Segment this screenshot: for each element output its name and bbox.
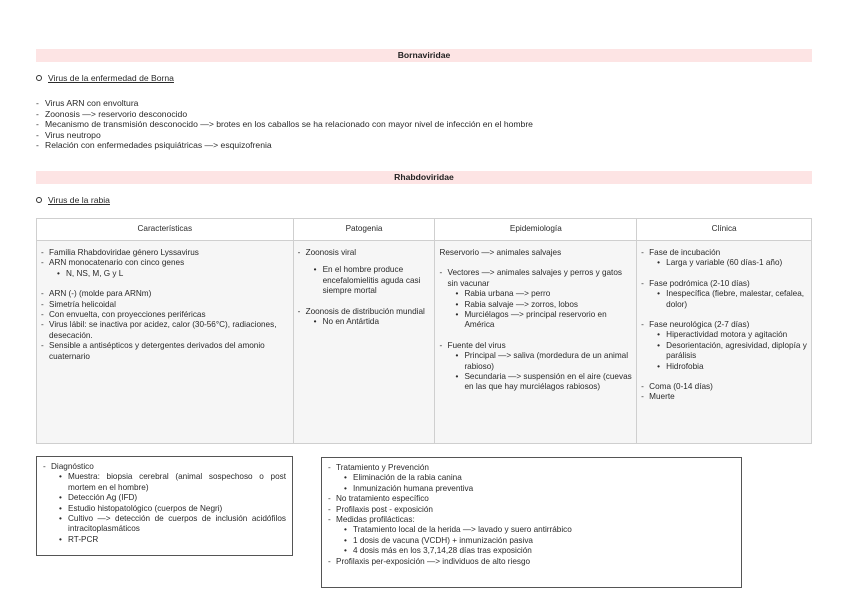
list-item: - ARN (-) (molde para ARNm)	[41, 289, 289, 299]
reservorio-text: Reservorio —> animales salvajes	[439, 248, 562, 257]
caracteristicas-cell	[37, 241, 294, 444]
sub-list-item: • Hiperactividad motora y agitación	[657, 330, 807, 340]
list-item-text: ARN monocatenario con cinco genes	[49, 258, 185, 268]
list-item: - Muerte	[641, 392, 807, 402]
column-header-clinica: Clínica	[637, 219, 812, 241]
list-item	[439, 268, 632, 330]
list-item-text: Zoonosis viral	[305, 248, 357, 257]
circle-bullet-icon	[36, 75, 42, 81]
list-item	[298, 248, 431, 297]
sub-list-item: • Murciélagos —> principal reservorio en América	[455, 310, 632, 331]
list-item: - Zoonosis —> reservorio desconocido	[36, 109, 533, 120]
bornaviridae-header: Bornaviridae	[36, 49, 812, 62]
list-item-text: Zoonosis de distribución mundial	[305, 306, 425, 316]
list-item: - Simetría helicoidal	[41, 300, 289, 310]
sub-list-item: • No en Antártida	[314, 317, 431, 327]
sub-list-item: • Cultivo —> detección de cuerpos de inclusión acidófilos intracitoplasmáticos	[59, 514, 286, 535]
list-item-text: Fase de incubación	[649, 248, 721, 257]
list-item: - Familia Rhabdoviridae género Lyssavirus	[41, 248, 289, 258]
list-item	[43, 462, 286, 545]
list-item	[298, 307, 431, 328]
column-header-patogenia: Patogenia	[293, 219, 435, 241]
list-item: - Mecanismo de transmisión desconocido —> brotes en los caballos se ha relacionado con mayor nivel de infección en el hombre	[36, 119, 533, 130]
list-item	[328, 515, 735, 557]
list-item: - Con envuelta, con proyecciones periféricas	[41, 310, 289, 320]
borna-facts-list	[36, 98, 533, 151]
list-item-text: Fase podrómica (2-10 días)	[649, 278, 750, 288]
list-item-text: Fase neurológica (2-7 días)	[649, 320, 750, 330]
list-item: - Virus ARN con envoltura	[36, 98, 533, 109]
sub-list-item: • N, NS, M, G y L	[57, 269, 289, 279]
list-item	[641, 279, 807, 310]
sub-list-item: • Muestra: biopsia cerebral (animal sospechoso o post mortem en el hombre)	[59, 472, 286, 493]
list-item: - Virus neutropo	[36, 130, 533, 141]
list-item: - No tratamiento específico	[328, 494, 735, 504]
list-item-text: Vectores —> animales salvajes y perros y gatos sin vacunar	[447, 268, 622, 288]
borna-virus-subheading	[36, 73, 174, 84]
sub-list-item: • 1 dosis de vacuna (VCDH) + inmunización pasiva	[344, 536, 735, 546]
circle-bullet-icon	[36, 197, 42, 203]
sub-list-item: • Tratamiento local de la herida —> lavado y suero antirrábico	[344, 525, 735, 535]
diagnostico-title: Diagnóstico	[51, 462, 94, 471]
list-item	[641, 320, 807, 372]
sub-list-item: • Eliminación de la rabia canina	[344, 473, 735, 483]
rhabdoviridae-header: Rhabdoviridae	[36, 171, 812, 184]
sub-list-item: • Desorientación, agresividad, diplopía y parálisis	[657, 341, 807, 362]
clinica-cell	[637, 241, 812, 444]
rabies-subheading-text: Virus de la rabia	[48, 195, 110, 205]
list-item-text: Fuente del virus	[447, 340, 506, 350]
patogenia-cell	[293, 241, 435, 444]
list-item: - Profilaxis post - exposición	[328, 505, 735, 515]
sub-list-item: • Hidrofobia	[657, 362, 807, 372]
sub-list-item: • Rabia urbana —> perro	[455, 289, 632, 299]
sub-list-item: • Secundaria —> suspensión en el aire (cuevas en las que hay murciélagos rabiosos)	[455, 372, 632, 393]
rabies-virus-subheading	[36, 195, 110, 206]
column-header-caracteristicas: Características	[37, 219, 294, 241]
list-item-text: Tratamiento y Prevención	[336, 463, 429, 472]
diagnostico-box	[36, 456, 293, 556]
list-item: - Sensible a antisépticos y detergentes derivados del amonio cuaternario	[41, 341, 289, 362]
rabies-table	[36, 218, 812, 444]
epidemiologia-cell	[435, 241, 637, 444]
sub-list-item: • Larga y variable (60 días-1 año)	[657, 258, 807, 268]
list-item: - Relación con enfermedades psiquiátricas —> esquizofrenia	[36, 140, 533, 151]
sub-list-item: • Principal —> saliva (mordedura de un animal rabioso)	[455, 351, 632, 372]
list-item	[439, 341, 632, 393]
sub-list-item: • En el hombre produce encefalomielitis aguda casi siempre mortal	[314, 265, 431, 296]
sub-list-item: • RT-PCR	[59, 535, 286, 545]
list-item	[641, 248, 807, 269]
sub-list-item: • Estudio histopatológico (cuerpos de Negri)	[59, 504, 286, 514]
borna-subheading-text: Virus de la enfermedad de Borna	[48, 73, 174, 83]
sub-list-item: • Inespecífica (fiebre, malestar, cefalea, dolor)	[657, 289, 807, 310]
sub-list-item: • 4 dosis más en los 3,7,14,28 días tras exposición	[344, 546, 735, 556]
list-item	[41, 258, 289, 279]
sub-list-item: • Detección Ag (IFD)	[59, 493, 286, 503]
column-header-epidemiologia: Epidemiología	[435, 219, 637, 241]
sub-list-item: • Inmunización humana preventiva	[344, 484, 735, 494]
list-item-text: Medidas profilácticas:	[336, 515, 415, 525]
list-item: - Profilaxis per-exposición —> individuos de alto riesgo	[328, 557, 735, 567]
list-item: - Coma (0-14 días)	[641, 382, 807, 392]
list-item	[328, 463, 735, 494]
list-item: - Virus lábil: se inactiva por acidez, calor (30-56°C), radiaciones, desecación.	[41, 320, 289, 341]
sub-list-item: • Rabia salvaje —> zorros, lobos	[455, 300, 632, 310]
tratamiento-box	[321, 457, 742, 588]
